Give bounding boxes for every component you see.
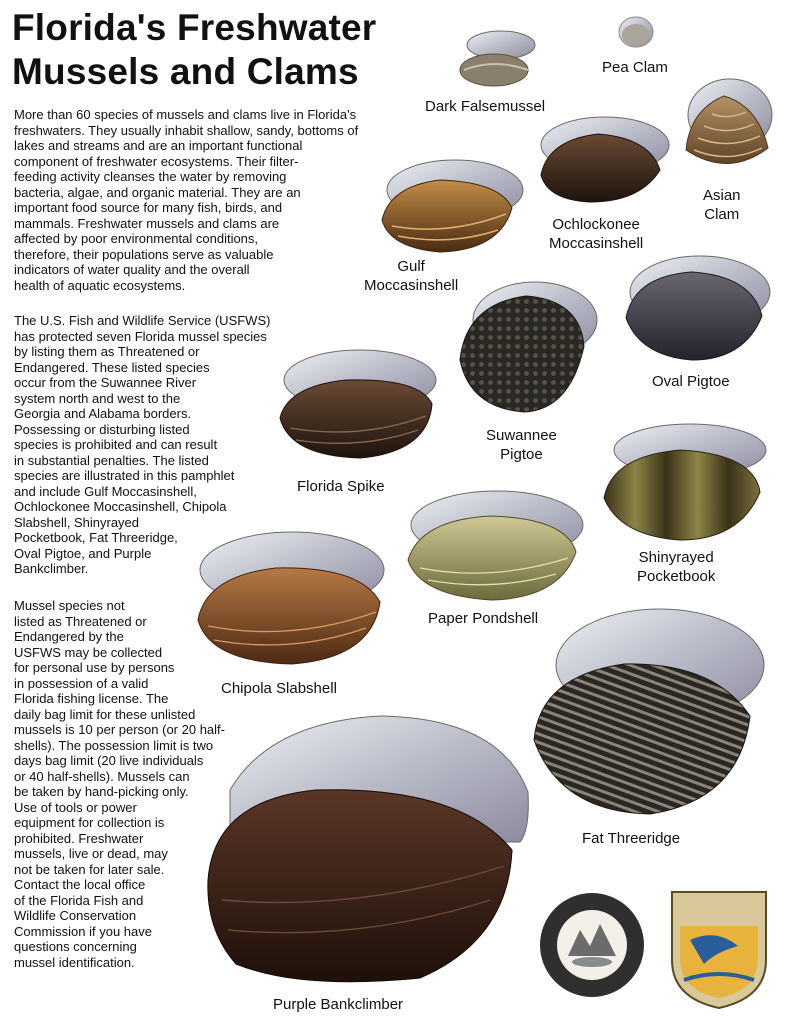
shell-fat-threeridge [534, 609, 764, 814]
text-line: USFWS may be collected [14, 644, 163, 660]
text-line: species are illustrated in this pamphlet [14, 468, 235, 483]
page-title [12, 6, 376, 94]
text-line: Use of tools or power [14, 799, 137, 815]
species-name: Purple Bankclimber [273, 996, 404, 1013]
text-line: by listing them as Threatened or [14, 344, 200, 359]
text-line: freshwaters. They usually inhabit shallow, sandy, bottoms of [14, 122, 359, 138]
label-dark-falsemussel [425, 97, 545, 116]
text-line: Wildlife Conservation [14, 908, 137, 923]
species-name: Ochlockonee [552, 216, 640, 233]
text-line: Pocketbook, Fat Threeridge, [14, 530, 178, 545]
text-line: Oval Pigtoe, and Purple [14, 545, 152, 561]
text-line: The U.S. Fish and Wildlife Service (USFWS) [14, 313, 271, 328]
label-purple-bankclimber [273, 995, 403, 1014]
text-line: Georgia and Alabama borders. [14, 406, 192, 421]
shell-oval-pigtoe [626, 256, 770, 360]
text-line: prohibited. Freshwater [14, 830, 144, 846]
shell-purple-bankclimber [208, 716, 528, 982]
text-line: be taken by hand-picking only. [14, 784, 189, 799]
species-name: Paper Pondshell [428, 610, 539, 627]
text-line: Contact the local office [14, 877, 146, 892]
collection-paragraph [14, 598, 225, 970]
species-name: Shinyrayed [638, 549, 714, 566]
text-line: of the Florida Fish and [14, 892, 144, 908]
label-gulf-moccasinshell [364, 257, 458, 295]
species-name: Clam [704, 206, 740, 223]
species-name: Dark Falsemussel [425, 98, 546, 115]
text-line: Florida fishing license. The [14, 691, 169, 706]
shell-pea-clam [619, 17, 653, 47]
text-line: bacteria, algae, and organic material. They are an [14, 184, 301, 200]
text-line: equipment for collection is [14, 815, 165, 830]
text-line: indicators of water quality and the overall [14, 262, 250, 277]
label-chipola-slabshell [221, 679, 337, 698]
label-paper-pondshell [428, 609, 538, 628]
text-line: mussels, live or dead, may [14, 846, 168, 861]
label-ochlockonee-moccasinshell [549, 215, 643, 253]
text-line: for personal use by persons [14, 660, 175, 675]
text-line: Endangered by the [14, 629, 124, 644]
text-line: important food source for many fish, birds, and [14, 200, 283, 215]
text-line: mussel identification. [14, 954, 135, 970]
text-line: questions concerning [14, 939, 137, 954]
shell-dark-falsemussel [460, 31, 535, 86]
species-name: Pigtoe [500, 446, 543, 463]
label-fat-threeridge [582, 829, 680, 848]
text-line: days bag limit (20 live individuals [14, 753, 204, 768]
text-line: in possession of a valid [14, 675, 149, 691]
label-suwannee-pigtoe [486, 426, 557, 464]
species-name: Florida Spike [297, 478, 385, 495]
species-name: Pocketbook [637, 568, 716, 585]
species-name: Moccasinshell [549, 235, 644, 252]
label-oval-pigtoe [652, 372, 730, 391]
text-line: More than 60 species of mussels and clams live in Florida's [14, 107, 357, 122]
text-line: component of freshwater ecosystems. Their filter- [14, 153, 299, 169]
species-name: Oval Pigtoe [652, 373, 730, 390]
species-name: Suwannee [486, 427, 557, 444]
species-name: Chipola Slabshell [221, 680, 337, 697]
title-line-1: Florida's Freshwater [12, 7, 377, 48]
text-line: listed as Threatened or [14, 613, 147, 629]
text-line: health of aquatic ecosystems. [14, 277, 186, 293]
text-line: Ochlockonee Moccasinshell, Chipola [14, 499, 227, 514]
text-line: lakes and streams and are an important functional [14, 138, 303, 153]
shell-asian-clam [686, 79, 772, 164]
usfws-logo [672, 892, 766, 1008]
species-name: Fat Threeridge [582, 830, 681, 847]
text-line: and include Gulf Moccasinshell, [14, 483, 197, 499]
text-line: Endangered. These listed species [14, 359, 210, 375]
text-line: mammals. Freshwater mussels and clams are [14, 215, 280, 231]
shell-gulf-moccasinshell [382, 160, 523, 252]
usfws-paragraph [14, 313, 270, 577]
label-asian-clam [703, 186, 741, 224]
label-shinyrayed-pocketbook [637, 548, 715, 586]
label-pea-clam [602, 58, 668, 77]
fwc-logo [540, 893, 644, 997]
text-line: daily bag limit for these unlisted [14, 706, 196, 722]
species-name: Asian [703, 187, 741, 204]
shell-shinyrayed-pocketbook [604, 424, 766, 540]
text-line: or 40 half-shells). Mussels can [14, 768, 190, 784]
species-name: Moccasinshell [364, 277, 459, 294]
shell-ochlockonee-moccasinshell [541, 117, 669, 202]
title-line-2: Mussels and Clams [12, 51, 359, 92]
text-line: species is prohibited and can result [14, 437, 218, 452]
text-line: in substantial penalties. The listed [14, 452, 209, 468]
shell-paper-pondshell [408, 491, 583, 600]
species-name: Gulf [397, 258, 425, 275]
text-line: Bankclimber. [14, 561, 89, 576]
species-name: Pea Clam [602, 59, 668, 76]
text-line: therefore, their populations serve as valuable [14, 246, 274, 262]
text-line: Possessing or disturbing listed [14, 421, 190, 437]
text-line: has protected seven Florida mussel species [14, 328, 267, 344]
text-line: not be taken for later sale. [14, 861, 165, 877]
text-line: Slabshell, Shinyrayed [14, 514, 140, 530]
text-line: affected by poor environmental conditions, [14, 231, 259, 246]
text-line: Commission if you have [14, 923, 152, 939]
text-line: shells). The possession limit is two [14, 737, 214, 753]
text-line: mussels is 10 per person (or 20 half- [14, 722, 225, 737]
intro-paragraph [14, 107, 358, 293]
text-line: feeding activity cleanses the water by removing [14, 169, 287, 184]
label-florida-spike [297, 477, 385, 496]
shell-florida-spike [280, 350, 436, 458]
shell-suwannee-pigtoe [460, 282, 597, 412]
text-line: occur from the Suwannee River [14, 375, 197, 390]
text-line: system north and west to the [14, 390, 181, 406]
text-line: Mussel species not [14, 598, 125, 613]
